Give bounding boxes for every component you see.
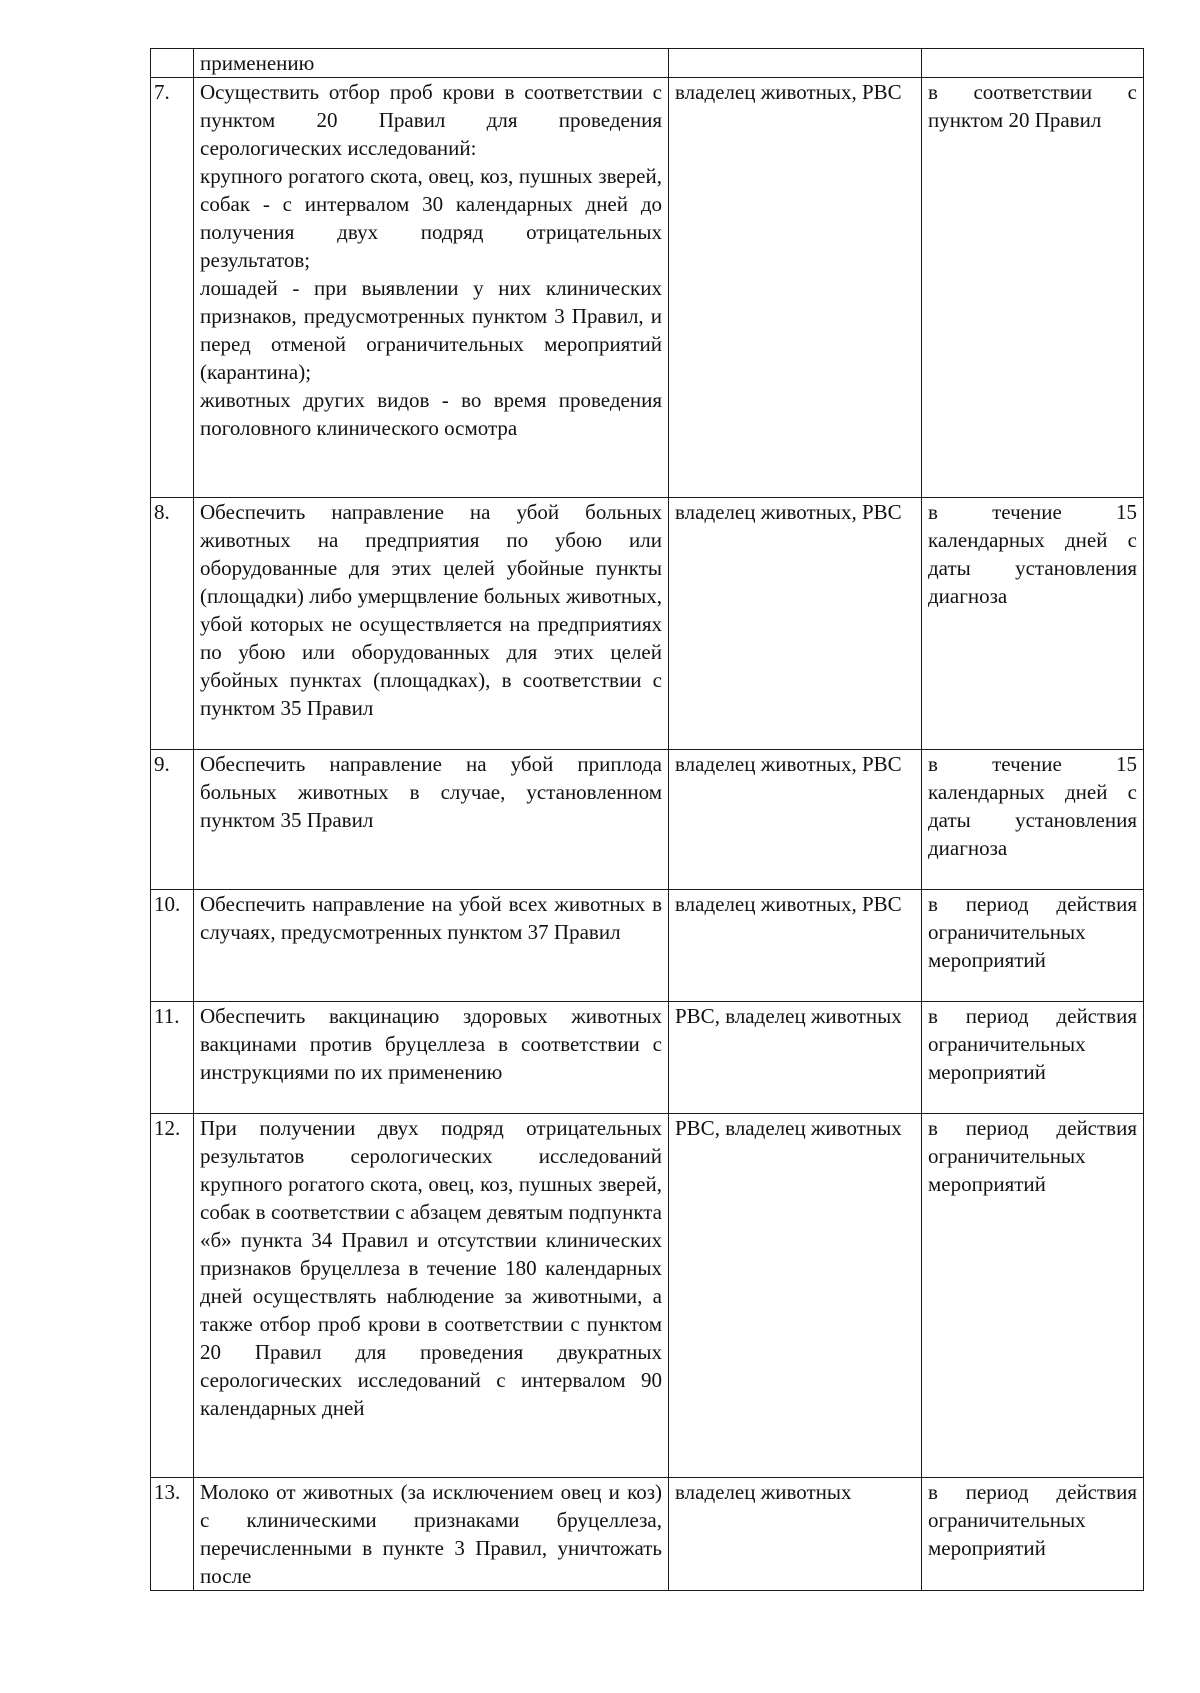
row-number: 12. [151, 1114, 194, 1478]
measure-paragraph: Обеспечить направление на убой больных животных на предприятия по убою или оборудованные для этих целей убойные пункты (площадки) либо умерщвление больных животных, убой которых не осуществляется на предприятиях по убою или оборудованных для этих целей убойных пунктах (площадках), в соответствии с пунктом 35 Правил [200, 500, 662, 720]
term-text: в период действия ограничительных мероприятий [928, 1480, 1137, 1560]
responsible-cell [669, 1002, 922, 1114]
measure-paragraph: Обеспечить направление на убой всех животных в случаях, предусмотренных пунктом 37 Правил [200, 892, 662, 944]
term-cell [922, 1002, 1144, 1114]
row-number: 9. [151, 750, 194, 890]
measure-paragraph: Обеспечить направление на убой приплода больных животных в случае, установленном пунктом 35 Правил [200, 752, 662, 832]
table-row [151, 750, 1144, 890]
responsible-cell [669, 890, 922, 1002]
row-number [151, 49, 194, 78]
term-cell [922, 1478, 1144, 1591]
table-row [151, 890, 1144, 1002]
term-text: в соответствии с пунктом 20 Правил [928, 80, 1137, 132]
table-row [151, 498, 1144, 750]
term-text: в течение 15 календарных дней с даты установления диагноза [928, 500, 1137, 608]
measures-table [150, 48, 1144, 1591]
responsible-text: РВС, владелец животных [675, 1116, 902, 1140]
measure-text [194, 890, 669, 1002]
row-number: 8. [151, 498, 194, 750]
table-row [151, 49, 1144, 78]
term-cell [922, 78, 1144, 498]
measure-text [194, 78, 669, 498]
measure-text [194, 49, 669, 78]
row-number: 13. [151, 1478, 194, 1591]
row-number: 7. [151, 78, 194, 498]
table-row [151, 1114, 1144, 1478]
measure-text [194, 1478, 669, 1591]
row-number: 11. [151, 1002, 194, 1114]
row-number: 10. [151, 890, 194, 1002]
measure-paragraph: крупного рогатого скота, овец, коз, пушных зверей, собак - с интервалом 30 календарных дней до получения двух подряд отрицательных результатов; [200, 164, 662, 272]
responsible-cell [669, 78, 922, 498]
measure-paragraph: При получении двух подряд отрицательных результатов серологических исследований крупного рогатого скота, овец, коз, пушных зверей, собак в соответствии с абзацем девятым подпункта «б» пункта 34 Правил и отсутствии клинических признаков бруцеллеза в течение 180 календарных дней осуществлять наблюдение за животными, а также отбор проб крови в соответствии с пунктом 20 Правил для проведения двукратных серологических исследований с интервалом 90 календарных дней [200, 1116, 662, 1420]
responsible-cell [669, 1114, 922, 1478]
term-text: в период действия ограничительных мероприятий [928, 1116, 1137, 1196]
responsible-cell [669, 750, 922, 890]
term-cell [922, 750, 1144, 890]
measure-text [194, 1002, 669, 1114]
measure-text [194, 1114, 669, 1478]
responsible-text: РВС, владелец животных [675, 1004, 902, 1028]
term-cell [922, 890, 1144, 1002]
responsible-cell [669, 49, 922, 78]
term-cell [922, 498, 1144, 750]
table-row [151, 1478, 1144, 1591]
measure-text [194, 498, 669, 750]
responsible-text: владелец животных, РВС [675, 892, 902, 916]
measure-paragraph: лошадей - при выявлении у них клинических признаков, предусмотренных пунктом 3 Правил, и перед отменой ограничительных мероприятий (карантина); [200, 276, 662, 384]
responsible-text: владелец животных, РВС [675, 80, 902, 104]
table-row [151, 1002, 1144, 1114]
measure-paragraph: Осуществить отбор проб крови в соответствии с пунктом 20 Правил для проведения серологических исследований: [200, 80, 662, 160]
measure-paragraph: Молоко от животных (за исключением овец и коз) с клиническими признаками бруцеллеза, перечисленными в пункте 3 Правил, уничтожать после [200, 1480, 662, 1588]
responsible-text: владелец животных [675, 1480, 852, 1504]
responsible-cell [669, 1478, 922, 1591]
measure-paragraph: животных других видов - во время проведения поголовного клинического осмотра [200, 388, 662, 440]
term-text: в течение 15 календарных дней с даты установления диагноза [928, 752, 1137, 860]
term-text: в период действия ограничительных мероприятий [928, 1004, 1137, 1084]
responsible-text: владелец животных, РВС [675, 752, 902, 776]
measure-text [194, 750, 669, 890]
responsible-text: владелец животных, РВС [675, 500, 902, 524]
term-text: в период действия ограничительных мероприятий [928, 892, 1137, 972]
responsible-cell [669, 498, 922, 750]
term-cell [922, 49, 1144, 78]
term-cell [922, 1114, 1144, 1478]
table-row [151, 78, 1144, 498]
measure-paragraph: применению [200, 51, 315, 75]
measure-paragraph: Обеспечить вакцинацию здоровых животных вакцинами против бруцеллеза в соответствии с инструкциями по их применению [200, 1004, 662, 1084]
